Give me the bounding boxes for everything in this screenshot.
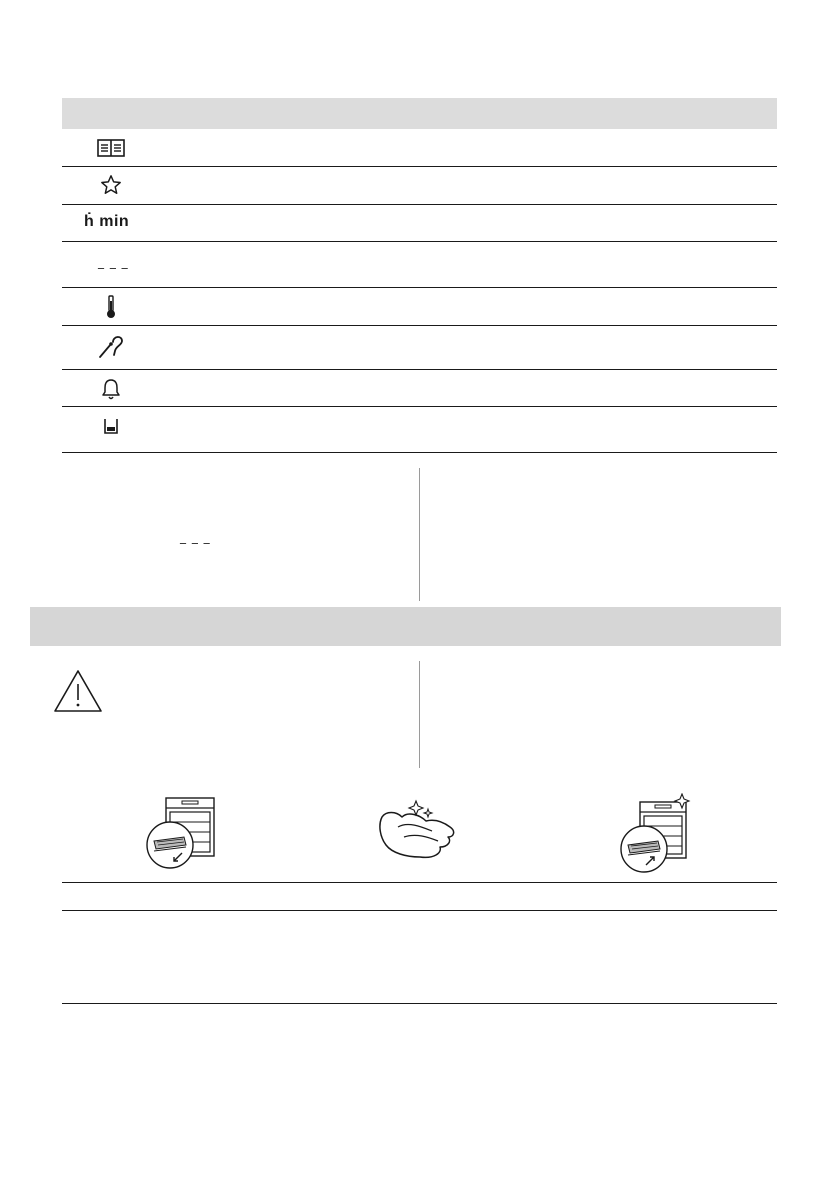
table-row [62, 370, 777, 407]
water-tank-icon [96, 413, 126, 439]
star-icon [96, 173, 126, 197]
table-row [62, 326, 777, 370]
table-rule-top [62, 882, 777, 883]
hand-cloth-wipe-icon [376, 797, 462, 863]
book-open-icon [96, 136, 126, 160]
food-probe-icon [96, 332, 126, 360]
oven-remove-tray-icon [138, 795, 228, 873]
warning-triangle-icon [52, 668, 104, 719]
dashes-icon: _ _ _ [98, 255, 129, 269]
table-rule-mid [62, 910, 777, 911]
table-row [62, 407, 777, 452]
dashes-symbol: _ _ _ [180, 530, 211, 544]
thermometer-icon [96, 294, 126, 320]
bell-icon [96, 376, 126, 402]
oven-insert-tray-icon [612, 793, 708, 873]
column-divider [419, 661, 420, 768]
table-row [62, 167, 777, 205]
table-row [62, 129, 777, 167]
table-row [62, 205, 777, 242]
hour-minute-icon: ḣ min [84, 213, 130, 230]
table-row [62, 288, 777, 325]
table-row [62, 242, 777, 287]
symbol-table-header [62, 98, 777, 129]
table-rule-bottom [62, 1003, 777, 1004]
row-divider [62, 452, 777, 453]
column-divider [419, 468, 420, 601]
section-header-bar [30, 607, 781, 646]
